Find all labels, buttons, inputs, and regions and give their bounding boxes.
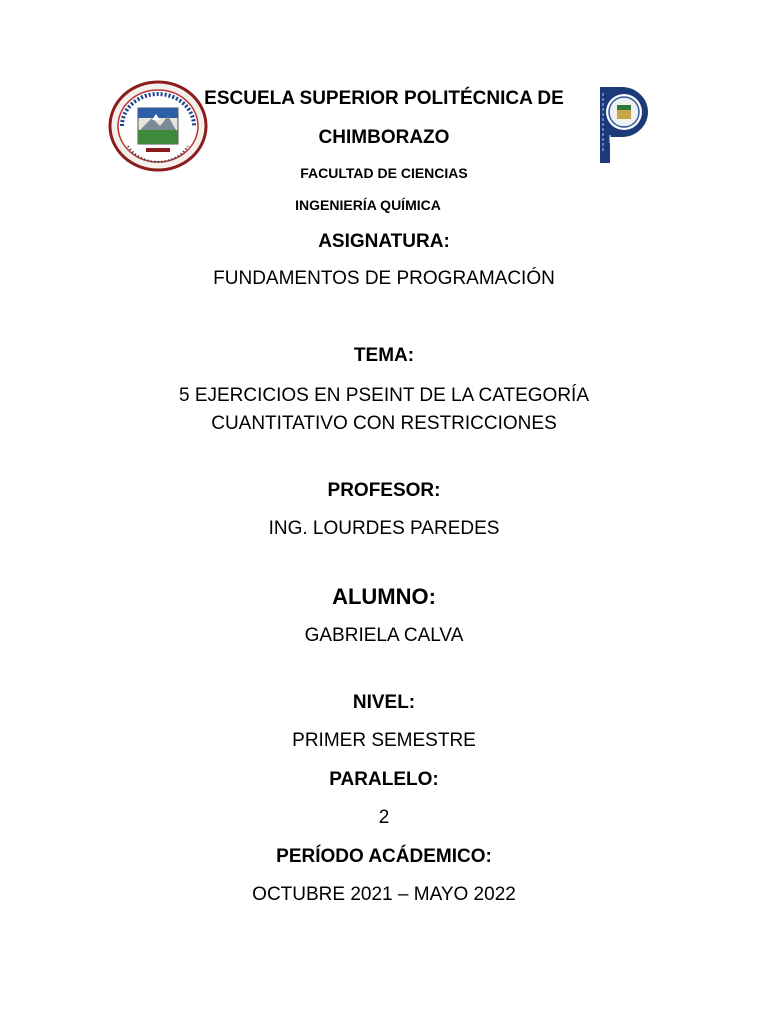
section-value: 2 bbox=[378, 807, 390, 828]
teacher-label: PROFESOR: bbox=[327, 480, 441, 501]
student-value: GABRIELA CALVA bbox=[304, 625, 464, 646]
section-label: PARALELO: bbox=[329, 769, 439, 790]
subject-label: ASIGNATURA: bbox=[318, 231, 450, 252]
institution-name-line2: CHIMBORAZO bbox=[318, 127, 450, 148]
subject-value: FUNDAMENTOS DE PROGRAMACIÓN bbox=[213, 268, 555, 289]
period-label: PERÍODO ACÁDEMICO: bbox=[276, 846, 492, 867]
topic-value-line1: 5 EJERCICIOS EN PSEINT DE LA CATEGORÍA bbox=[178, 385, 589, 406]
period-value: OCTUBRE 2021 – MAYO 2022 bbox=[252, 884, 516, 905]
topic-label: TEMA: bbox=[353, 345, 415, 366]
level-label: NIVEL: bbox=[352, 692, 416, 713]
student-label: ALUMNO: bbox=[332, 584, 436, 609]
faculty-name: FACULTAD DE CIENCIAS bbox=[300, 165, 468, 181]
level-value: PRIMER SEMESTRE bbox=[292, 730, 476, 751]
institution-name-line1: ESCUELA SUPERIOR POLITÉCNICA DE bbox=[204, 88, 564, 109]
teacher-value: ING. LOURDES PAREDES bbox=[268, 518, 500, 539]
career-name: INGENIERÍA QUÍMICA bbox=[295, 197, 441, 213]
topic-value-line2: CUANTITATIVO CON RESTRICCIONES bbox=[211, 413, 557, 434]
